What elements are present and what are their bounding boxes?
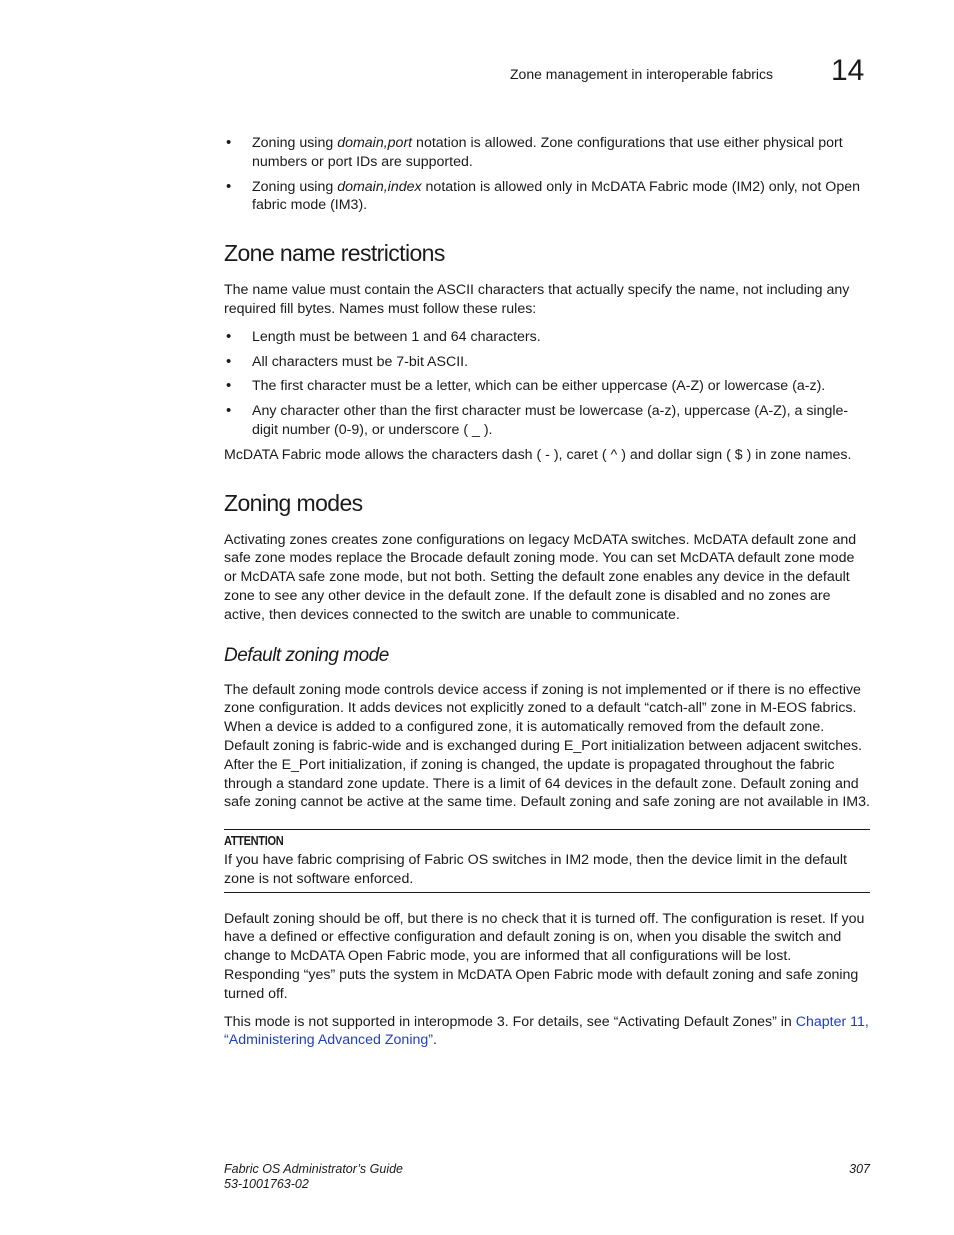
section-heading-zone-name-restrictions: Zone name restrictions bbox=[224, 240, 445, 267]
attention-box bbox=[224, 829, 870, 892]
chapter-11-link[interactable]: Chapter 11, “Administering Advanced Zoning” bbox=[224, 1013, 869, 1049]
list-item: • Zoning using domain,port notation is allowed. Zone configurations that use either physical port numbers or port IDs are supported. bbox=[224, 134, 870, 172]
paragraph: The name value must contain the ASCII characters that actually specify the name, not including any required fill bytes. Names must follow these rules: bbox=[224, 282, 850, 317]
section-heading-zoning-modes: Zoning modes bbox=[224, 489, 363, 516]
list-item: • Any character other than the first character must be lowercase (a-z), uppercase (A-Z), a single-digit number (0-9), or underscore ( _ ). bbox=[224, 402, 870, 440]
paragraph: McDATA Fabric mode allows the characters dash ( - ), caret ( ^ ) and dollar sign ( $ ) in zone names. bbox=[224, 446, 852, 463]
emphasis-text: domain,index bbox=[337, 178, 422, 195]
paragraph: The default zoning mode controls device access if zoning is not implemented or if there is no effective zone configuration. It adds devices not explicitly zoned to a default “catch-all” zone in M-EOS fabrics. When a device is added to a configured zone, it is automatically removed from the default zone. Default zoning is fabric-wide and is exchanged during E_Port initialization between adjacent switches. After the E_Port initialization, if zoning is changed, the update is propagated throughout the fabric through a standard zone update. There is a limit of 64 devices in the default zone. Default zoning and safe zoning cannot be active at the same time. Default zoning and safe zoning are not available in IM3. bbox=[224, 681, 870, 811]
attention-text: If you have fabric comprising of Fabric OS switches in IM2 mode, then the device limit in the default zone is not software enforced. bbox=[224, 851, 847, 887]
emphasis-text: domain,port bbox=[337, 135, 413, 151]
header-title: Zone management in interoperable fabrics bbox=[510, 66, 774, 82]
main-content bbox=[224, 134, 870, 1059]
subsection-heading-default-zoning-mode: Default zoning mode bbox=[224, 644, 389, 666]
paragraph: This mode is not supported in interopmode 3. For details, see “Activating Default Zones” in Chapter 11, “Administering Advanced Zoning”. bbox=[224, 1013, 869, 1049]
page-number: 307 bbox=[849, 1162, 870, 1176]
list-item: • Zoning using domain,index notation is allowed only in McDATA Fabric mode (IM2) only, not Open fabric mode (IM3). bbox=[224, 178, 870, 216]
list-item: • All characters must be 7-bit ASCII. bbox=[224, 353, 870, 372]
rules-bullet-list bbox=[224, 328, 870, 440]
footer-left bbox=[224, 1162, 403, 1192]
doc-number: 53-1001763-02 bbox=[224, 1177, 309, 1191]
attention-label: ATTENTION bbox=[224, 833, 284, 849]
paragraph: Activating zones creates zone configurations on legacy McDATA switches. McDATA default zone and safe zone modes replace the Brocade default zoning mode. You can set McDATA default zone mode or McDATA safe zone mode, but not both. Setting the default zone enables any device in the default zone to see any other device in the default zone. If the default zone is disabled and no zones are active, then devices connected to the switch are unable to communicate. bbox=[224, 531, 857, 623]
paragraph: Default zoning should be off, but there is no check that it is turned off. The configuration is reset. If you have a defined or effective configuration and default zoning is on, when you disable the switch and change to McDATA Open Fabric mode, you are informed that all configurations will be lost. Responding “yes” puts the system in McDATA Open Fabric mode with default zoning and safe zoning turned off. bbox=[224, 910, 865, 1002]
intro-bullet-list bbox=[224, 134, 870, 215]
chapter-number: 14 bbox=[831, 54, 865, 87]
running-header bbox=[0, 56, 954, 96]
guide-title: Fabric OS Administrator’s Guide bbox=[224, 1162, 403, 1176]
list-item: • The first character must be a letter, which can be either uppercase (A-Z) or lowercase (a-z). bbox=[224, 377, 870, 396]
list-item: • Length must be between 1 and 64 characters. bbox=[224, 328, 870, 347]
